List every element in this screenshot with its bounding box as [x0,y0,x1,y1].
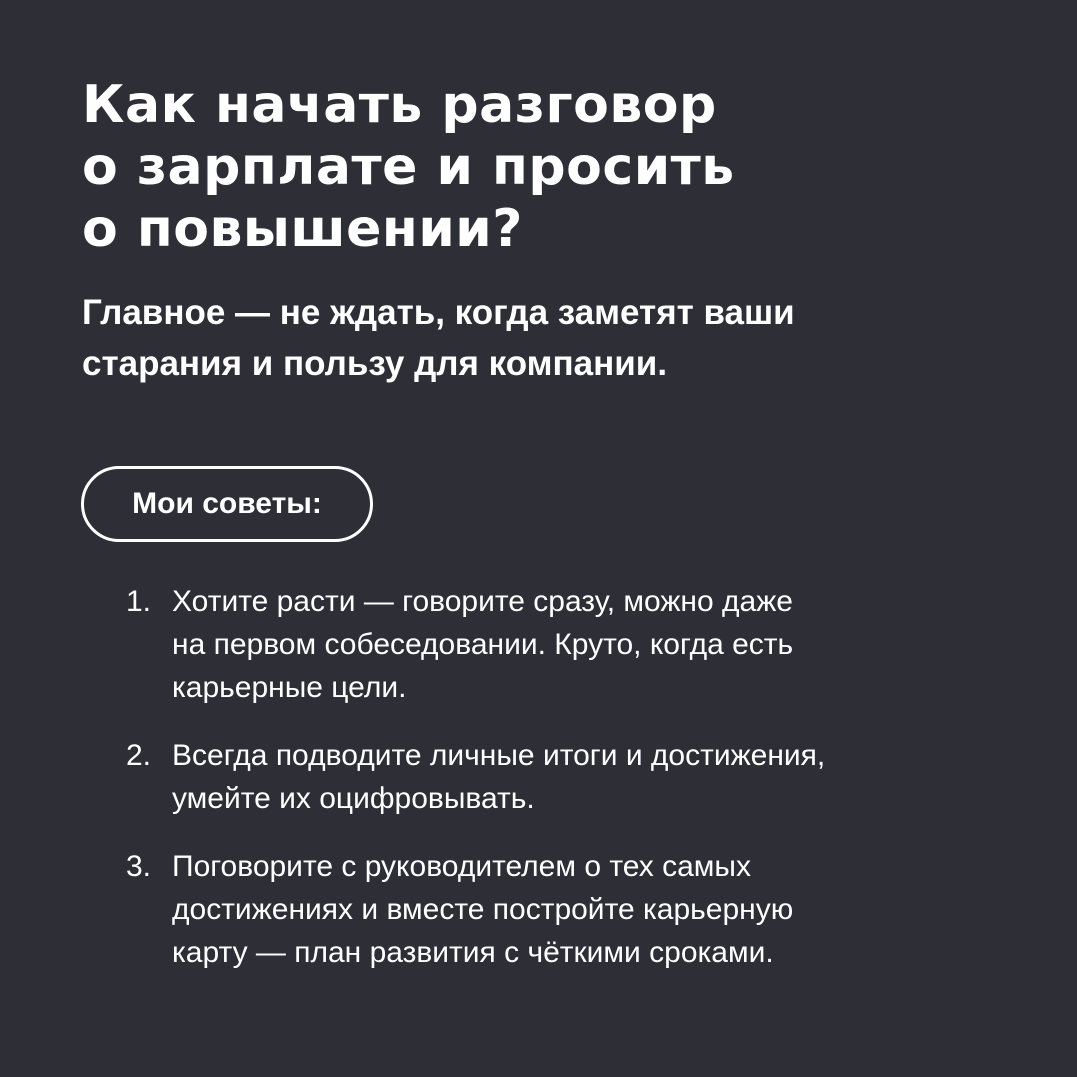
list-item [126,734,1006,820]
headline-line: Как начать разговор [82,75,717,135]
tip-number: 1. [126,585,152,618]
tips-pill-label: Мои советы: [81,466,373,542]
tip-number: 2. [126,739,152,772]
headline-line: о зарплате и просить [82,137,735,197]
tip-line: Поговорите с руководителем о тех самых [172,850,751,883]
list-item [126,845,1006,974]
tip-text [172,580,1006,709]
tip-text [172,734,1006,820]
list-item [126,580,1006,709]
tip-line: достижениях и вместе постройте карьерную [172,893,794,926]
subtitle [82,287,982,389]
tip-line: Всегда подводите личные итоги и достижения, [172,739,826,772]
tip-line: карту — план развития с чёткими сроками. [172,936,774,969]
headline [82,74,1002,260]
tip-text [172,845,1006,974]
tip-number: 3. [126,850,152,883]
tips-list [126,580,1006,999]
tip-line: на первом собеседовании. Круто, когда есть [172,628,794,661]
headline-line: о повышении? [82,199,523,259]
subtitle-line: старания и пользу для компании. [82,344,668,383]
tip-line: Хотите расти — говорите сразу, можно даже [172,585,793,618]
subtitle-line: Главное — не ждать, когда заметят ваши [82,293,795,332]
tip-line: умейте их оцифровывать. [172,782,535,815]
tip-line: карьерные цели. [172,671,407,704]
